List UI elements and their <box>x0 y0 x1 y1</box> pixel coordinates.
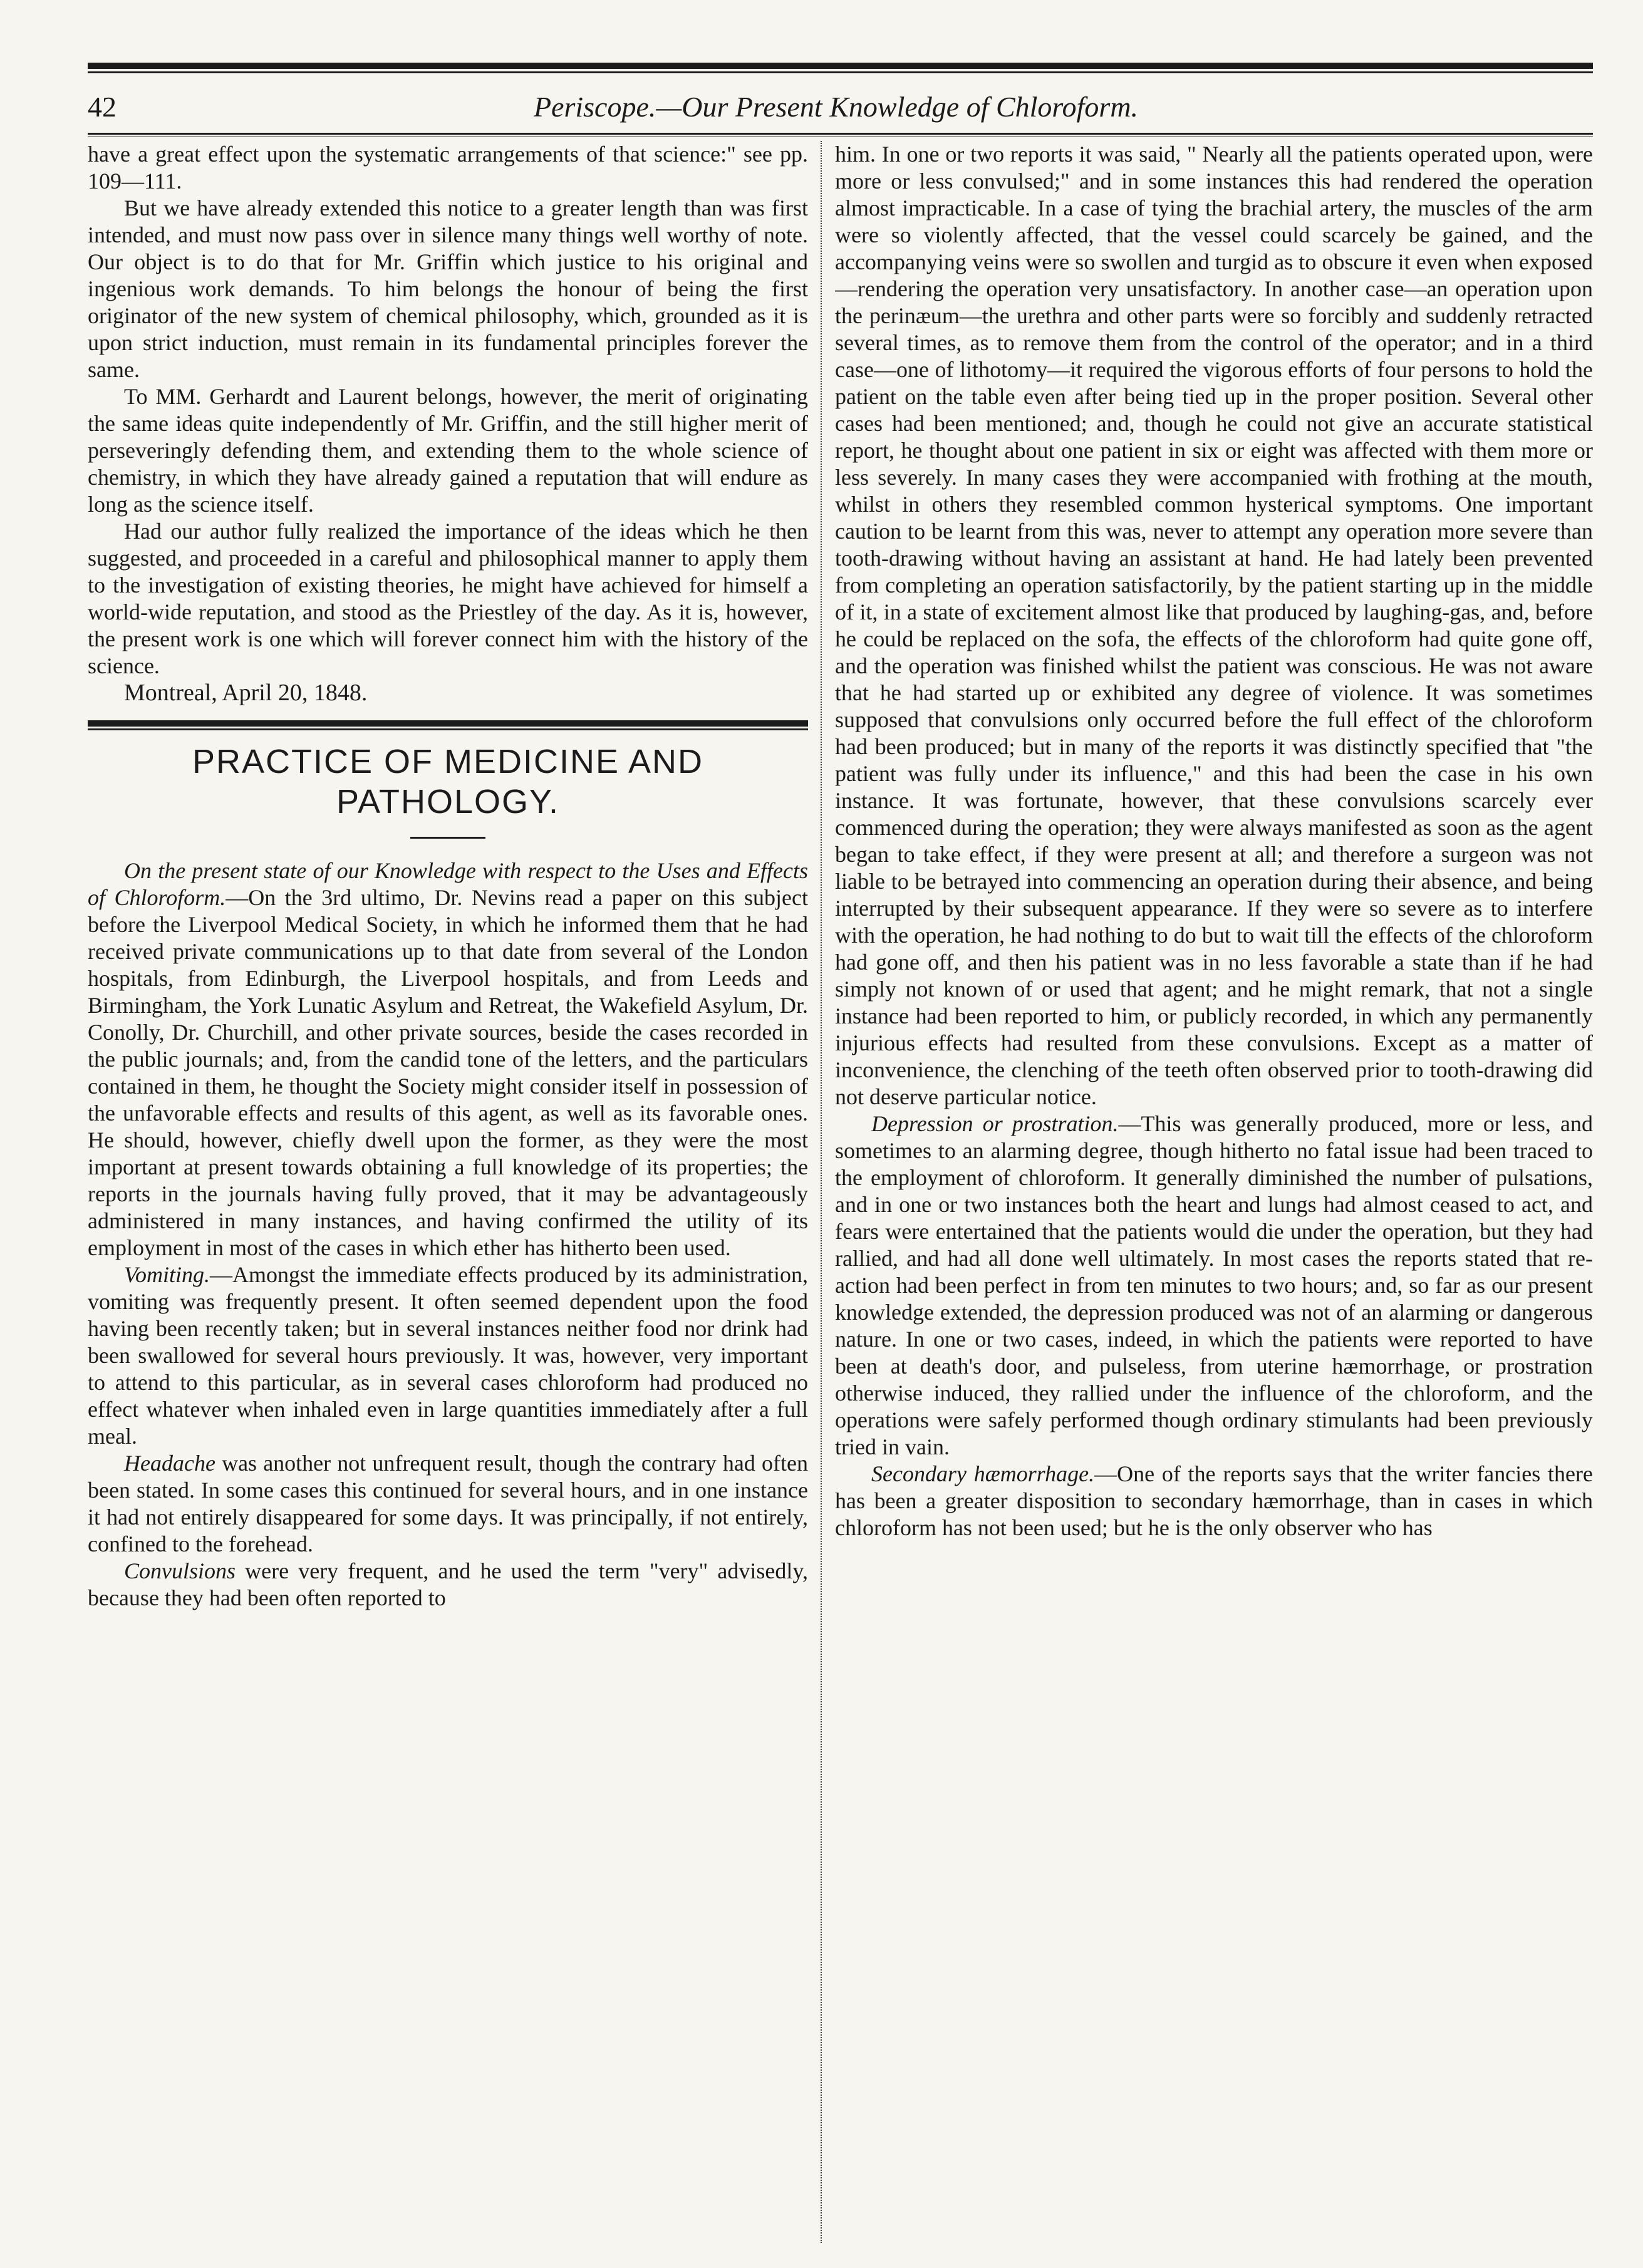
paragraph: Had our author fully realized the importance of the ideas which he then suggested, and proceeded in a careful and philosophical manner to apply them to the investigation of existing theories, he might have achieved for himself a world-wide reputation, and stood as the Priestley of the day. As it is, however, the present work is one which will forever connect him with the history of the science. <box>88 519 808 678</box>
article-text: —On the 3rd ultimo, Dr. Nevins read a paper on this subject before the Liverpool Medical Society, in which he informed them that he had received private communications up to that date from several of the London hospitals, from Edinburgh, the Liverpool hospitals, and from Leeds and Birmingham, the York Lunatic Asylum and Retreat, the Wakefield Asylum, Dr. Conolly, Dr. Churchill, and other private sources, beside the cases recorded in the public journals; and, from the candid tone of the letters, and the particulars contained in them, he thought the Society might consider itself in possession of the unfavorable effects and results of this agent, as well as its favorable ones. He should, however, chiefly dwell upon the former, as they were the most important at present towards obtaining a full knowledge of its properties; the reports in the journals having fully proved, that it may be advantageously administered in many instances, and having confirmed the utility of its employment in most of the cases in which ether has hitherto been used. <box>88 885 808 1260</box>
subhead-convulsions: Convulsions <box>124 1558 236 1583</box>
paragraph: have a great effect upon the systematic arrangements of that science:" see pp. 109—111. <box>88 142 808 194</box>
paragraph: To MM. Gerhardt and Laurent belongs, however, the merit of originating the same ideas quite independently of Mr. Griffin, and the still higher merit of perseveringly defending them, and extending them to the whole science of chemistry, in which they have already gained a reputation that will endure as long as the science itself. <box>88 384 808 517</box>
section-heading: PRACTICE OF MEDICINE AND PATHOLOGY. <box>192 743 704 821</box>
section-double-rule <box>88 720 808 730</box>
left-column <box>88 141 808 2243</box>
paragraph <box>835 1461 1593 1541</box>
article-paragraph <box>88 857 808 1261</box>
paragraph <box>88 1558 808 1612</box>
running-title: Periscope.—Our Present Knowledge of Chloroform. <box>533 90 1139 123</box>
top-double-rule <box>88 63 1593 73</box>
dateline: Montreal, April 20, 1848. <box>124 680 368 706</box>
right-column <box>835 141 1593 2243</box>
paragraph: him. In one or two reports it was said, " Nearly all the patients operated upon, were more or less convulsed;" and in some instances this had rendered the operation almost impracticable. In a case of tying the brachial artery, the muscles of the arm were so violently affected, that the vessel could scarcely be gained, and the accompanying veins were so swollen and turgid as to obscure it even when exposed—rendering the operation very unsatisfactory. In another case—an operation upon the perinæum—the urethra and other parts were so forcibly and suddenly retracted several times, as to remove them from the control of the operator; and in a third case—one of lithotomy—it required the vigorous efforts of four persons to hold the patient on the table even after being tied up in the proper position. Several other cases had been mentioned; and, though he could not give an accurate statistical report, he thought about one patient in six or eight was affected with them more or less severely. In many cases they were accompanied with frothing at the mouth, whilst in others they resembled common hysterical symptoms. One important caution to be learnt from this was, never to attempt any operation more severe than tooth-drawing without having an assistant at hand. He had lately been prevented from completing an operation satisfactorily, by the patient starting up in the middle of it, in a state of excitement almost like that produced by laughing-gas, and, before he could be replaced on the sofa, the effects of the chloroform had quite gone off, and the operation was finished whilst the patient was conscious. He was not aware that he had started up or exhibited any degree of violence. It was sometimes supposed that convulsions only occurred before the full effect of the chloroform had been produced; but in many of the reports it was distinctly specified that "the patient was fully under its influence," and this had been the case in his own instance. It was fortunate, however, that these convulsions scarcely ever commenced during the operation; they were always manifested as soon as the agent began to take effect, if they were present at all; and therefore a surgeon was not liable to be betrayed into commencing an operation during their absence, and being interrupted by their subsequent appearance. If they were so severe as to interfere with the operation, he had nothing to do but to wait till the effects of the chloroform had gone off, and then his patient was in no less favorable a state than if he had simply not known of or used that agent; and he might remark, that not a single instance had been reported to him, or publicly recorded, in which any permanently injurious effects had resulted from these convulsions. Except as a matter of inconvenience, the clenching of the teeth often observed prior to tooth-drawing did not deserve particular notice. <box>835 142 1593 1109</box>
paragraph <box>835 1111 1593 1461</box>
page-number: 42 <box>88 90 117 123</box>
paragraph-text: —Amongst the immediate effects produced by its administration, vomiting was frequently present. It often seemed dependent upon the food having been recently taken; but in several instances neither food nor drink had been swallowed for several hours previously. It was, however, very important to attend to this particular, as in several cases chloroform had produced no effect whatever when inhaled even in large quantities immediately after a full meal. <box>88 1262 808 1449</box>
subhead-depression: Depression or prostration. <box>871 1111 1119 1136</box>
column-divider <box>821 141 822 2243</box>
paragraph-text: were very frequent, and he used the term "very" advisedly, because they had been often reported to <box>88 1558 808 1610</box>
paragraph-text: —One of the reports says that the writer fancies there has been a greater disposition to secondary hæmorrhage, than in cases in which chloroform has not been used; but he is the only observer who has <box>835 1461 1593 1540</box>
paragraph-text: —This was generally produced, more or less, and sometimes to an alarming degree, though hitherto no fatal issue had been traced to the employment of chloroform. It generally diminished the number of pulsations, and in one or two instances both the heart and lungs had almost ceased to act, and fears were entertained that the patients would die under the operation, but they had rallied, and had all done well ultimately. In most cases the reports stated that re-action had been perfect in from ten minutes to two hours; and, so far as our present knowledge extended, the depression produced was not of an alarming or dangerous nature. In one or two cases, indeed, in which the patients were reported to have been at death's door, and pulseless, from uterine hæmorrhage, or prostration otherwise induced, they rallied under the influence of the chloroform, and the operations were safely performed though ordinary stimulants had been previously tried in vain. <box>835 1111 1593 1459</box>
paragraph <box>88 1261 808 1450</box>
subhead-secondary-haemorrhage: Secondary hæmorrhage. <box>871 1461 1095 1486</box>
article-title: On the present state of our Knowledge with respect to the Uses and Effects of Chloroform. <box>88 858 808 910</box>
page-header <box>88 88 1593 125</box>
paragraph-text: was another not unfrequent result, though the contrary had often been stated. In some cases this continued for several hours, and in one instance it had not entirely disappeared for some days. It was principally, if not entirely, confined to the forehead. <box>88 1451 808 1556</box>
subhead-vomiting: Vomiting. <box>124 1262 210 1287</box>
subhead-headache: Headache <box>124 1451 215 1476</box>
paragraph: But we have already extended this notice to a greater length than was first intended, and must now pass over in silence many things well worthy of note. Our object is to do that for Mr. Griffin which justice to his original and ingenious work demands. To him belongs the honour of being the first originator of the new system of chemical philosophy, which, grounded as it is upon strict induction, must remain in its fundamental principles forever the same. <box>88 195 808 382</box>
short-divider <box>410 837 485 839</box>
paragraph <box>88 1450 808 1558</box>
header-rule <box>88 133 1593 137</box>
